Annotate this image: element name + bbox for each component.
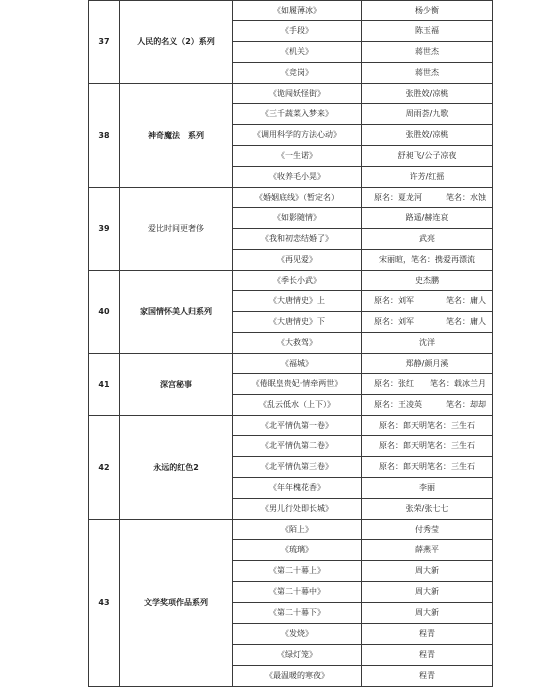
- book-title: 《一生诺》: [233, 146, 362, 167]
- book-title: 《乱云低水（上下）》: [233, 395, 362, 416]
- book-title: 《福城》: [233, 354, 362, 374]
- book-title: 《三千蔬菜入梦来》: [233, 104, 362, 125]
- book-author: 程青: [362, 666, 493, 687]
- author-pen-name: 笔名：却却: [446, 400, 486, 409]
- book-author: 蒋世杰: [362, 63, 493, 84]
- book-author: 舒昶飞/公子凉夜: [362, 146, 493, 167]
- book-author: 付秀莹: [362, 520, 493, 540]
- book-author: 周大新: [362, 603, 493, 624]
- book-author: 路遥/赫连哀: [362, 208, 493, 229]
- book-author: [362, 395, 493, 416]
- book-title: 《倦眠皇贵妃·情牵两世》: [233, 374, 362, 395]
- book-author: 陈玉福: [362, 21, 493, 42]
- book-title: 《如履薄冰》: [233, 1, 362, 21]
- book-title: 《发烧》: [233, 624, 362, 645]
- book-author: 周大新: [362, 582, 493, 603]
- book-title: 《年年槐花香》: [233, 478, 362, 499]
- book-title: 《竞岗》: [233, 63, 362, 84]
- author-pen-name: 笔名：庸人: [446, 296, 486, 305]
- book-title: 《我和初恋结婚了》: [233, 229, 362, 250]
- author-pen-name: 笔名：水蚀: [446, 192, 486, 202]
- book-title: 《最温暖的寒夜》: [233, 666, 362, 687]
- book-author: 蒋世杰: [362, 42, 493, 63]
- book-author: [362, 312, 493, 333]
- series-name: 神奇魔法 系列: [120, 84, 233, 188]
- book-author: 程青: [362, 624, 493, 645]
- series-number: 41: [89, 354, 120, 416]
- author-real-name: 原名：刘军: [374, 317, 414, 326]
- series-number: 37: [89, 1, 120, 84]
- book-title: 《男儿行处即长城》: [233, 499, 362, 520]
- book-list-document: [88, 0, 493, 687]
- book-title: 《大唐情史》上: [233, 291, 362, 312]
- book-title: 《婚姻底线》（暂定名）: [233, 188, 362, 208]
- book-title: 《第二十幕上》: [233, 561, 362, 582]
- table-row: [89, 188, 493, 208]
- table-row: [89, 84, 493, 104]
- book-author: 张胜姣/凉桃: [362, 84, 493, 104]
- book-title: 《诡闯妖怪街》: [233, 84, 362, 104]
- book-author: 李丽: [362, 478, 493, 499]
- book-title: 《手段》: [233, 21, 362, 42]
- table-row: [89, 416, 493, 436]
- series-name: 深宫秘事: [120, 354, 233, 416]
- book-title: 《北平情仇第三卷》: [233, 457, 362, 478]
- book-author: [362, 188, 493, 208]
- book-author: 杨少衡: [362, 1, 493, 21]
- table-row: [89, 520, 493, 540]
- author-real-name: 原名：刘军: [374, 296, 414, 305]
- series-name: 爱比时间更奢侈: [120, 188, 233, 271]
- book-title: 《大救驾》: [233, 333, 362, 354]
- series-number: 42: [89, 416, 120, 520]
- book-author: 周大新: [362, 561, 493, 582]
- book-author: [362, 374, 493, 395]
- table-body: [89, 1, 493, 687]
- book-series-table: [88, 0, 493, 687]
- author-pen-name: 笔名：庸人: [446, 317, 486, 326]
- series-number: 40: [89, 271, 120, 354]
- book-author: 周雨荟/九歌: [362, 104, 493, 125]
- book-author: 张胜姣/凉桃: [362, 125, 493, 146]
- book-author: 宋丽暄，笔名：携爱再漂流: [362, 250, 493, 271]
- series-name: 永远的红色2: [120, 416, 233, 520]
- book-title: 《调用科学的方法心动》: [233, 125, 362, 146]
- book-author: 许芳/红摇: [362, 167, 493, 188]
- book-title: 《大唐情史》下: [233, 312, 362, 333]
- series-number: 39: [89, 188, 120, 271]
- book-title: 《再见爱》: [233, 250, 362, 271]
- book-title: 《琉璃》: [233, 540, 362, 561]
- book-title: 《季长小武》: [233, 271, 362, 291]
- series-number: 38: [89, 84, 120, 188]
- book-author: 程青: [362, 645, 493, 666]
- book-title: 《如影随情》: [233, 208, 362, 229]
- book-title: 《北平情仇第二卷》: [233, 436, 362, 457]
- author-pen-name: 笔名：载冰兰月: [430, 379, 486, 388]
- book-author: 沈洋: [362, 333, 493, 354]
- book-author: [362, 291, 493, 312]
- book-author: 原名：郎天明笔名：三生石: [362, 436, 493, 457]
- book-title: 《机关》: [233, 42, 362, 63]
- author-real-name: 原名：王凌英: [374, 400, 422, 409]
- book-title: 《陌上》: [233, 520, 362, 540]
- book-title: 《第二十幕中》: [233, 582, 362, 603]
- author-real-name: 原名：张红: [374, 379, 414, 388]
- book-title: 《北平情仇第一卷》: [233, 416, 362, 436]
- series-name: 家国情怀美人归系列: [120, 271, 233, 354]
- book-author: 原名：郎天明笔名：三生石: [362, 416, 493, 436]
- series-name: 人民的名义（2）系列: [120, 1, 233, 84]
- book-author: 郑静/颜月溪: [362, 354, 493, 374]
- book-author: 张荣/张七七: [362, 499, 493, 520]
- book-author: 史杰鹏: [362, 271, 493, 291]
- series-number: 43: [89, 520, 120, 687]
- author-real-name: 原名：夏龙河: [374, 192, 422, 202]
- table-row: [89, 354, 493, 374]
- book-title: 《绿灯笼》: [233, 645, 362, 666]
- book-title: 《第二十幕下》: [233, 603, 362, 624]
- book-author: 薛燕平: [362, 540, 493, 561]
- book-author: 武亮: [362, 229, 493, 250]
- table-row: [89, 271, 493, 291]
- book-author: 原名：郎天明笔名：三生石: [362, 457, 493, 478]
- table-row: [89, 1, 493, 21]
- book-title: 《收养毛小晃》: [233, 167, 362, 188]
- series-name: 文学奖项作品系列: [120, 520, 233, 687]
